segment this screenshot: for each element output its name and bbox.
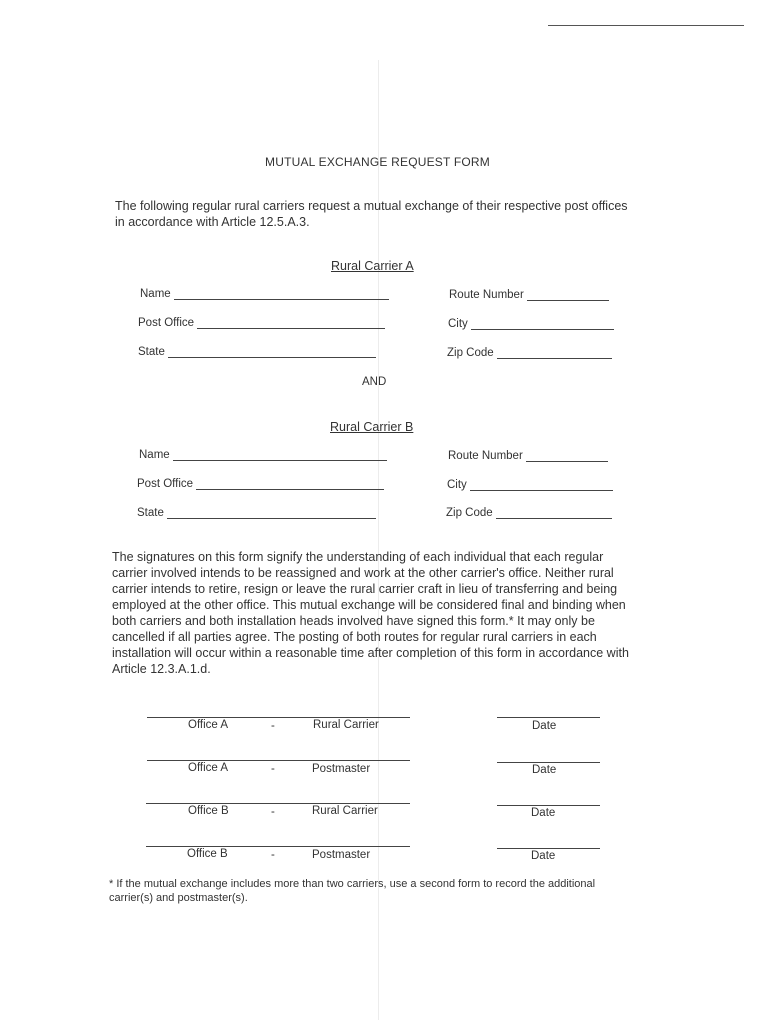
city-label: City xyxy=(447,479,467,491)
dash-separator: - xyxy=(271,849,275,861)
zip-code-label: Zip Code xyxy=(446,507,493,519)
zip-code-line[interactable] xyxy=(496,508,612,519)
zip-code-label: Zip Code xyxy=(447,347,494,359)
post-office-label: Post Office xyxy=(138,317,195,329)
form-title: MUTUAL EXCHANGE REQUEST FORM xyxy=(265,155,490,169)
carrier-a-route-field[interactable] xyxy=(449,289,609,301)
signature-line-office-b-rural-carrier[interactable] xyxy=(146,803,410,804)
post-office-label: Post Office xyxy=(137,478,194,490)
post-office-line[interactable] xyxy=(196,479,384,490)
state-label: State xyxy=(137,507,164,519)
name-line[interactable] xyxy=(173,450,387,461)
office-label: Office B xyxy=(187,848,228,860)
route-number-line[interactable] xyxy=(527,290,609,301)
carrier-a-state-field[interactable] xyxy=(138,346,376,358)
date-label: Date xyxy=(531,807,556,819)
signature-line-office-a-rural-carrier[interactable] xyxy=(147,717,410,718)
office-label: Office A xyxy=(188,762,229,774)
top-rule xyxy=(548,25,744,26)
carrier-a-heading: Rural Carrier A xyxy=(331,259,414,273)
dash-separator: - xyxy=(271,720,275,732)
route-number-line[interactable] xyxy=(526,451,608,462)
city-line[interactable] xyxy=(470,480,613,491)
date-label: Date xyxy=(532,764,557,776)
city-label: City xyxy=(448,318,468,330)
signature-line-office-b-postmaster[interactable] xyxy=(146,846,410,847)
dash-separator: - xyxy=(271,806,275,818)
carrier-a-post-office-field[interactable] xyxy=(138,317,385,329)
role-label: Postmaster xyxy=(312,849,371,861)
carrier-b-post-office-field[interactable] xyxy=(137,478,384,490)
date-line-3[interactable] xyxy=(497,805,600,806)
carrier-b-zip-field[interactable] xyxy=(446,507,612,519)
terms-paragraph: The signatures on this form signify the understanding of each individual that each regular carrier involved intends to be reassigned and work at the other carrier's office. Neither rural carrier intends to retire, resign or leave the rural carrier craft in lieu of transferring and being employed at the other office. This mutual exchange will be considered final and binding when both carriers and both installation heads involved have signed this form.* It may only be cancelled if all parties agree. The posting of both routes for regular rural carriers in each installation will occur within a reasonable time after completion of this form in accordance with Article 12.3.A.1.d. xyxy=(112,550,629,676)
city-line[interactable] xyxy=(471,319,614,330)
signature-line-office-a-postmaster[interactable] xyxy=(147,760,410,761)
name-line[interactable] xyxy=(174,289,389,300)
state-line[interactable] xyxy=(167,508,376,519)
carrier-b-heading: Rural Carrier B xyxy=(330,420,414,434)
carrier-a-zip-field[interactable] xyxy=(447,347,612,359)
carrier-a-city-field[interactable] xyxy=(448,318,614,330)
carrier-b-state-field[interactable] xyxy=(137,507,376,519)
role-label: Rural Carrier xyxy=(313,719,379,731)
name-label: Name xyxy=(139,449,170,461)
state-line[interactable] xyxy=(168,347,376,358)
footnote: * If the mutual exchange includes more than two carriers, use a second form to record the additional carrier(s) and postmaster(s). xyxy=(109,878,596,904)
and-separator: AND xyxy=(362,376,387,388)
date-line-1[interactable] xyxy=(497,717,600,718)
role-label: Postmaster xyxy=(312,763,371,775)
intro-paragraph: The following regular rural carriers request a mutual exchange of their respective post offices in accordance with Article 12.5.A.3. xyxy=(115,199,628,229)
route-number-label: Route Number xyxy=(449,289,524,301)
name-label: Name xyxy=(140,288,171,300)
post-office-line[interactable] xyxy=(197,318,385,329)
date-line-2[interactable] xyxy=(497,762,600,763)
state-label: State xyxy=(138,346,165,358)
office-label: Office B xyxy=(188,805,229,817)
carrier-b-name-field[interactable] xyxy=(139,449,387,461)
office-label: Office A xyxy=(188,719,229,731)
date-label: Date xyxy=(531,850,556,862)
date-line-4[interactable] xyxy=(497,848,600,849)
carrier-b-city-field[interactable] xyxy=(447,479,613,491)
date-label: Date xyxy=(532,720,557,732)
zip-code-line[interactable] xyxy=(497,348,612,359)
carrier-a-name-field[interactable] xyxy=(140,288,389,300)
route-number-label: Route Number xyxy=(448,450,523,462)
dash-separator: - xyxy=(271,763,275,775)
role-label: Rural Carrier xyxy=(312,805,378,817)
carrier-b-route-field[interactable] xyxy=(448,450,608,462)
